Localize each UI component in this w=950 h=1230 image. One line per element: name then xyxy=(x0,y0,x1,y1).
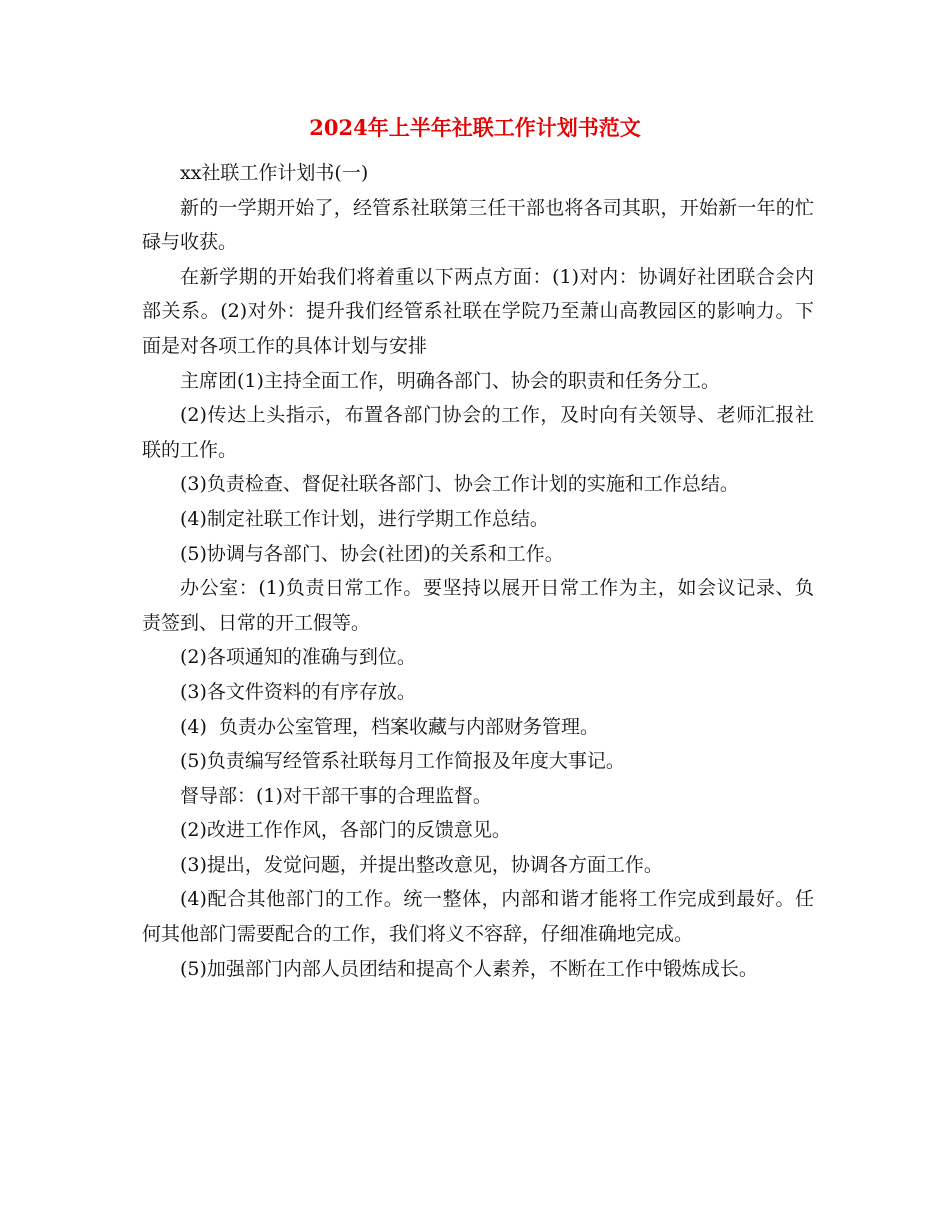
paragraph: (2)各项通知的准确与到位。 xyxy=(180,646,416,669)
paragraph: (3)各文件资料的有序存放。 xyxy=(180,680,416,703)
paragraph: (4)配合其他部门的工作。统一整体，内部和谐才能将工作完成到最好。任何其他部门需要配合的工作，我们将义不容辞，仔细准确地完成。 xyxy=(142,888,814,946)
document-body xyxy=(142,156,814,986)
paragraph: (4) 负责办公室管理，档案收藏与内部财务管理。 xyxy=(180,715,599,738)
paragraph-subtitle: xx社联工作计划书(一) xyxy=(180,162,369,184)
paragraph: 办公室：(1)负责日常工作。要坚持以展开日常工作为主，如会议记录、负责签到、日常的开工假等。 xyxy=(142,577,814,634)
paragraph: 新的一学期开始了，经管系社联第三任干部也将各司其职，开始新一年的忙碌与收获。 xyxy=(142,196,814,254)
paragraph: (5)负责编写经管系社联每月工作简报及年度大事记。 xyxy=(180,750,625,773)
paragraph: 督导部：(1)对干部干事的合理监督。 xyxy=(180,784,492,807)
paragraph: 在新学期的开始我们将着重以下两点方面：(1)对内：协调好社团联合会内部关系。(2)对外：提升我们经管系社联在学院乃至萧山高教园区的影响力。下面是对各项工作的具体计划与安排 xyxy=(142,265,814,357)
paragraph: 主席团(1)主持全面工作，明确各部门、协会的职责和任务分工。 xyxy=(180,369,720,392)
paragraph: (5)协调与各部门、协会(社团)的关系和工作。 xyxy=(180,542,564,565)
paragraph: (3)负责检查、督促社联各部门、协会工作计划的实施和工作总结。 xyxy=(180,473,739,496)
paragraph: (2)改进工作作风，各部门的反馈意见。 xyxy=(180,819,511,842)
paragraph: (2)传达上头指示，布置各部门协会的工作，及时向有关领导、老师汇报社联的工作。 xyxy=(142,404,814,461)
paragraph: (4)制定社联工作计划，进行学期工作总结。 xyxy=(180,507,549,530)
document-title: 2024年上半年社联工作计划书范文 xyxy=(309,115,641,140)
paragraph: (3)提出，发觉问题，并提出整改意见，协调各方面工作。 xyxy=(180,853,663,876)
paragraph: (5)加强部门内部人员团结和提高个人素养，不断在工作中锻炼成长。 xyxy=(180,957,758,980)
